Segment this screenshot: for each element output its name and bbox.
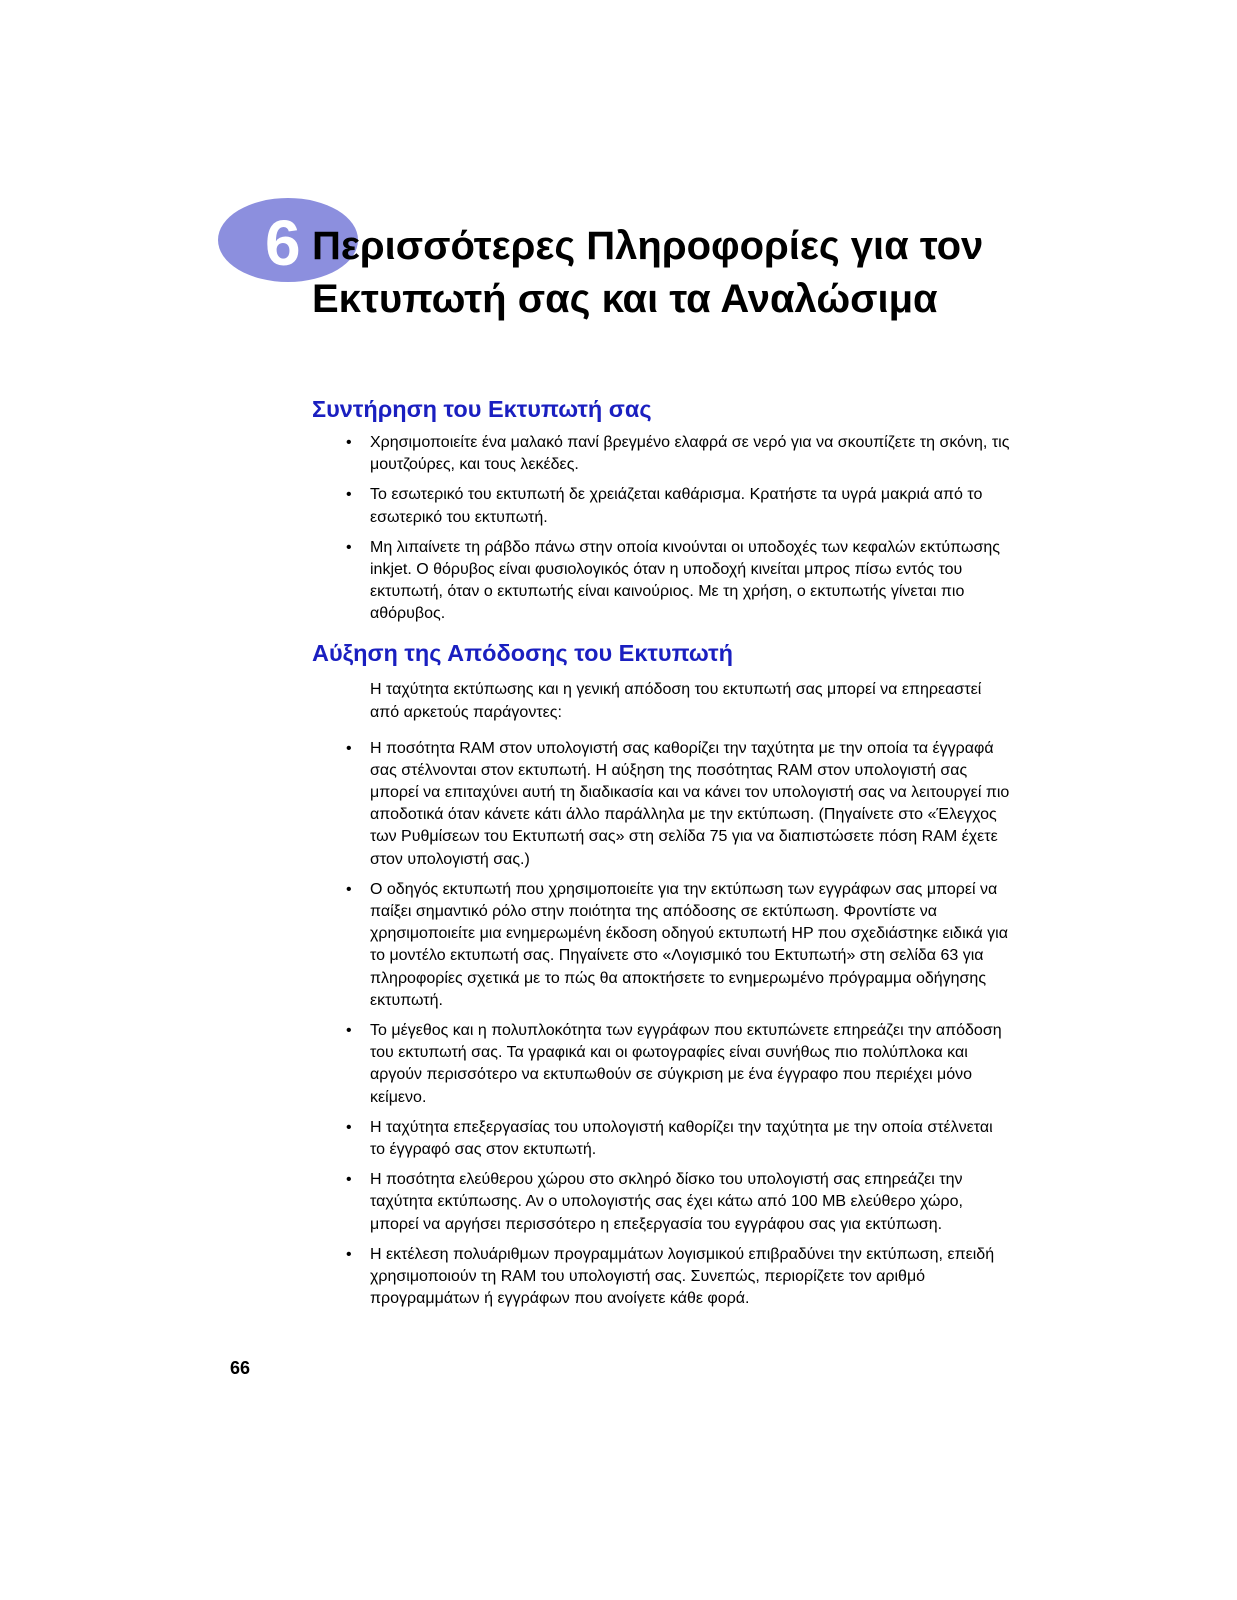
list-item-text: Το μέγεθος και η πολυπλοκότητα των εγγράφων που εκτυπώνετε επηρεάζει την απόδοση του εκτυπωτή σας. Τα γραφικά και οι φωτογραφίες είναι συνήθως πιο πολύπλοκα και αργούν περισσότερο να εκτυπωθούν σε σύγκριση με ένα έγγραφο που περιέχει μόνο κείμενο.: [370, 1022, 1002, 1106]
bullet-icon: •: [346, 434, 352, 451]
list-item-text: Η ταχύτητα επεξεργασίας του υπολογιστή καθορίζει την ταχύτητα με την οποία στέλνεται το έγγραφό σας στον εκτυπωτή.: [370, 1118, 993, 1159]
bullet-icon: •: [346, 486, 352, 504]
page-number: 66: [230, 1358, 251, 1378]
list-item: [312, 432, 1010, 476]
maintenance-bullet-list: [312, 432, 1012, 626]
list-item: [312, 1169, 1010, 1236]
list-item: [312, 879, 1010, 1012]
list-item-text: Μη λιπαίνετε τη ράβδο πάνω στην οποία κινούνται οι υποδοχές των κεφαλών εκτύπωσης inkjet. Ο θόρυβος είναι φυσιολογικός όταν η υποδοχή κινείται μπρος πίσω εντός του εκτυπωτή, όταν ο εκτυπωτής είναι καινούριος. Με τη χρήση, ο εκτυπωτής γίνεται πιο αθόρυβος.: [370, 538, 1000, 623]
chapter-title: Περισσότερες Πληροφορίες για τον Εκτυπωτή σας και τα Αναλώσιμα: [312, 224, 984, 321]
section-intro: Η ταχύτητα εκτύπωσης και η γενική απόδοση του εκτυπωτή σας μπορεί να επηρεαστεί από αρκετούς παράγοντες:: [370, 680, 982, 721]
performance-bullet-list: [312, 738, 1012, 1311]
list-item: [312, 1117, 1010, 1161]
bullet-icon: •: [346, 1171, 352, 1189]
list-item: [312, 1244, 1010, 1311]
list-item-text: Ο οδηγός εκτυπωτή που χρησιμοποιείτε για την εκτύπωση των εγγράφων σας μπορεί να παίξει σημαντικό ρόλο στην ποιότητα της απόδοσης σε εκτύπωση. Φροντίστε να χρησιμοποιείτε μια ενημερωμένη έκδοση οδηγού εκτυπωτή HP που σχεδιάστηκε ειδικά για το μοντέλο εκτυπωτή σας. Πηγαίνετε στο «Λογισμικό του Εκτυπωτή» στη σελίδα 63 για πληροφορίες σχετικά με το πώς θα αποκτήσετε το ενημερωμένο πρόγραμμα οδήγησης εκτυπωτή.: [370, 880, 1008, 1009]
bullet-icon: •: [346, 538, 352, 556]
bullet-icon: •: [346, 1245, 352, 1263]
bullet-icon: •: [346, 1118, 352, 1136]
section-heading-performance: Αύξηση της Απόδοσης του Εκτυπωτή: [312, 639, 733, 666]
page-content: [312, 392, 1012, 1319]
bullet-icon: •: [346, 739, 352, 757]
list-item-text: Το εσωτερικό του εκτυπωτή δε χρειάζεται καθάρισμα. Κρατήστε τα υγρά μακριά από το εσωτερικό του εκτυπωτή.: [370, 486, 983, 526]
list-item-text: Η ποσότητα RAM στον υπολογιστή σας καθορίζει την ταχύτητα με την οποία τα έγγραφά σας στέλνονται στον εκτυπωτή. Η αύξηση της ποσότητας RAM στον υπολογιστή σας μπορεί να επιταχύνει αυτή τη διαδικασία και να κάνει τον υπολογιστή σας να λειτουργεί πιο αποδοτικά όταν κάνετε κάτι άλλο παράλληλα με την εκτύπωση. (Πηγαίνετε στο «Έλεγχος των Ρυθμίσεων του Εκτυπωτή σας» στη σελίδα 75 για να διαπιστώσετε πόση RAM έχετε στον υπολογιστή σας.): [370, 739, 1010, 868]
section-heading-maintenance: Συντήρηση του Εκτυπωτή σας: [312, 396, 652, 422]
list-item: [312, 1020, 1010, 1109]
list-item-text: Χρησιμοποιείτε ένα μαλακό πανί βρεγμένο ελαφρά σε νερό για να σκουπίζετε τη σκόνη, τις μουτζούρες, και τους λεκέδες.: [370, 434, 1010, 474]
list-item: [312, 537, 1010, 626]
bullet-icon: •: [346, 1022, 352, 1040]
chapter-number: 6: [265, 207, 301, 279]
bullet-icon: •: [346, 880, 352, 898]
list-item-text: Η ποσότητα ελεύθερου χώρου στο σκληρό δίσκο του υπολογιστή σας επηρεάζει την ταχύτητα εκτύπωσης. Αν ο υπολογιστής σας έχει κάτω από 100 MB ελεύθερο χώρο, μπορεί να αργήσει περισσότερο η επεξεργασία του εγγράφου σας για εκτύπωση.: [370, 1171, 963, 1233]
list-item: [312, 738, 1010, 871]
list-item: [312, 484, 1010, 528]
list-item-text: Η εκτέλεση πολυάριθμων προγραμμάτων λογισμικού επιβραδύνει την εκτύπωση, επειδή χρησιμοποιούν τη RAM του υπολογιστή σας. Συνεπώς, περιορίζετε τον αριθμό προγραμμάτων ή εγγράφων που ανοίγετε κάθε φορά.: [370, 1245, 995, 1308]
